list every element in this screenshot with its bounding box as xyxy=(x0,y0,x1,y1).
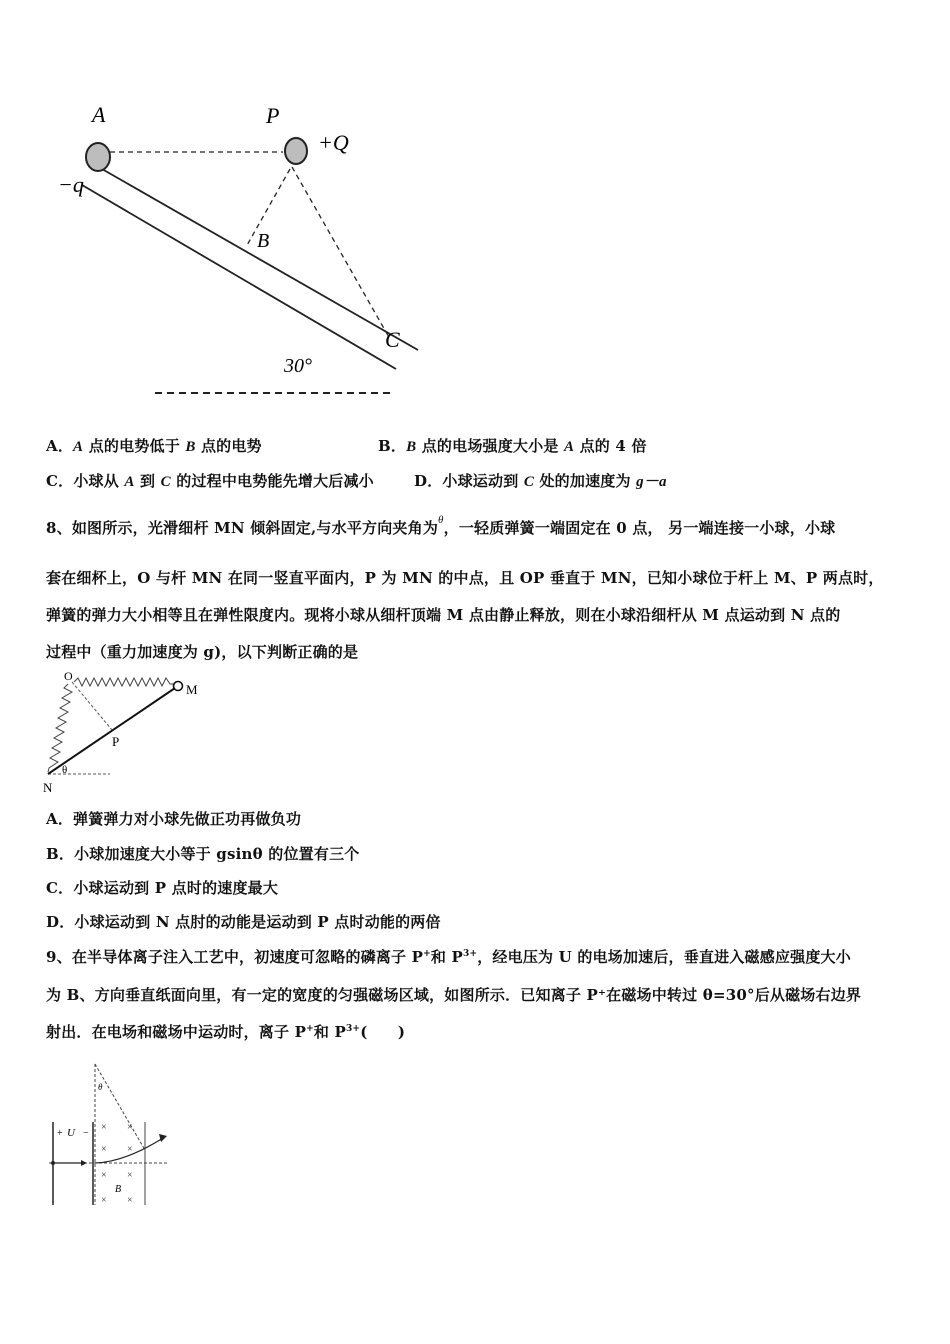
q7-option-c xyxy=(46,470,374,491)
q8-line-1 xyxy=(46,514,836,538)
q7-option-a-prefix: A． xyxy=(46,437,74,455)
q7-option-c-var1: A xyxy=(124,474,135,490)
q9-cross: × xyxy=(127,1195,133,1206)
q9-radius-line xyxy=(95,1064,145,1150)
q7-option-b-prefix: B． xyxy=(378,437,407,455)
q9-line-1c: ，经电压为 U 的电场加速后，垂直进入磁感应强度大小 xyxy=(477,948,851,966)
q9-label-plus: + xyxy=(57,1128,63,1139)
q9-label-u: U xyxy=(67,1127,75,1139)
q8-rod xyxy=(48,686,178,774)
q7-option-c-text2: 的过程中电势能先增大后减小 xyxy=(170,472,374,490)
q9-label-b: B xyxy=(115,1184,122,1195)
q9-sup-2: 3+ xyxy=(463,949,478,959)
q8-line-4: 过程中（重力加速度为 g)，以下判断正确的是 xyxy=(46,643,359,661)
pc-dashed-line xyxy=(292,167,390,339)
q7-option-b-var1: B xyxy=(406,439,417,455)
q7-option-a-var2: B xyxy=(185,439,196,455)
q8-spring-left xyxy=(48,684,72,772)
q9-sup-1: + xyxy=(423,949,431,959)
q8-label-m: M xyxy=(186,682,198,697)
label-c: C xyxy=(385,327,400,352)
label-angle: 30° xyxy=(284,355,312,377)
q9-cross: × xyxy=(127,1144,133,1155)
q7-option-d-prefix: D．小球运动到 xyxy=(414,472,524,490)
label-a: A xyxy=(92,102,106,127)
q9-line-2: 为 B、方向垂直纸面向里，有一定的宽度的匀强磁场区域，如图所示．已知离子 P⁺在磁场中转过 θ=30°后从磁场右边界 xyxy=(46,986,862,1004)
q8-line-1b: ，一轻质弹簧一端固定在 0 点， 另一端连接一小球，小球 xyxy=(443,519,836,537)
q8-ball-m xyxy=(174,682,183,691)
q9-cross: × xyxy=(101,1195,107,1206)
q8-option-c: C．小球运动到 P 点时的速度最大 xyxy=(46,879,279,897)
q7-option-b-text2: 点的 4 倍 xyxy=(574,437,647,455)
q8-line-2: 套在细杯上，O 与杆 MN 在同一竖直平面内，P 为 MN 的中点，且 OP 垂直于 MN，已知小球位于杆上 M、P 两点时， xyxy=(46,569,884,587)
q8-option-a: A．弹簧弹力对小球先做正功再做负功 xyxy=(46,810,302,828)
q7-option-c-var2: C xyxy=(160,474,171,490)
charge-p xyxy=(285,138,307,164)
q8-theta-symbol: θ xyxy=(438,514,444,526)
q9-cross: × xyxy=(127,1122,133,1133)
q7-option-b-var2: A xyxy=(563,439,575,455)
q8-label-n: N xyxy=(43,780,53,795)
q9-line-1 xyxy=(46,946,851,967)
q9-figure xyxy=(45,1060,180,1210)
q7-option-d xyxy=(414,470,667,491)
q7-option-a xyxy=(46,435,262,456)
q9-cross: × xyxy=(127,1170,133,1181)
q9-entry-arrowhead xyxy=(81,1160,87,1166)
q9-sup-4: 3+ xyxy=(345,1024,361,1034)
q7-option-d-var1: C xyxy=(523,474,535,490)
q7-option-a-var1: A xyxy=(73,439,84,455)
q9-cross: × xyxy=(101,1170,107,1181)
q8-spring-top xyxy=(74,678,174,686)
q9-line-1a: 9、在半导体离子注入工艺中，初速度可忽略的磷离子 P xyxy=(46,948,424,966)
q7-option-b xyxy=(378,435,647,456)
q7-option-c-text1: 到 xyxy=(134,472,161,490)
q8-label-theta: θ xyxy=(62,764,68,776)
q9-line-3b: 和 P xyxy=(313,1023,346,1041)
q7-option-b-text1: 点的电场强度大小是 xyxy=(416,437,564,455)
q8-option-b: B．小球加速度大小等于 gsinθ 的位置有三个 xyxy=(46,845,360,863)
q7-option-c-prefix: C．小球从 xyxy=(46,472,125,490)
q9-label-minus: − xyxy=(83,1128,89,1139)
q7-option-d-text1: 处的加速度为 xyxy=(534,472,637,490)
label-plus-q: +Q xyxy=(318,130,349,155)
label-p: P xyxy=(266,103,280,128)
q9-line-3a: 射出．在电场和磁场中运动时，离子 P xyxy=(46,1023,307,1041)
q9-line-1b: 和 P xyxy=(430,948,464,966)
q9-label-theta: θ xyxy=(98,1082,103,1092)
q9-exit-arrowhead xyxy=(159,1134,167,1142)
q7-option-a-text1: 点的电势低于 xyxy=(83,437,186,455)
q9-line-3 xyxy=(46,1021,405,1042)
q9-line-3c: ( ) xyxy=(360,1023,406,1041)
q7-option-a-text2: 点的电势 xyxy=(195,437,262,455)
q7-option-d-var2: g－a xyxy=(636,474,667,490)
q8-option-d: D．小球运动到 N 点肘的动能是运动到 P 点时动能的两倍 xyxy=(46,913,441,931)
q9-source-dot xyxy=(51,1161,55,1165)
q9-cross: × xyxy=(101,1144,107,1155)
q8-label-o: O xyxy=(64,669,73,683)
q9-sup-3: + xyxy=(306,1024,314,1034)
q8-op-dashed xyxy=(72,682,112,730)
q9-cross: × xyxy=(101,1122,107,1133)
q8-line-1a: 8、如图所示，光滑细杆 MN 倾斜固定,与水平方向夹角为 xyxy=(46,519,439,537)
label-b: B xyxy=(257,230,270,252)
ball-a xyxy=(86,143,110,171)
rod-lower-line xyxy=(82,185,396,369)
q8-line-3: 弹簧的弹力大小相等且在弹性限度内。现将小球从细杆顶端 M 点由静止释放，则在小球沿细杆从 M 点运动到 N 点的 xyxy=(46,606,841,624)
q8-label-p: P xyxy=(112,734,120,749)
rod-upper-line xyxy=(102,169,418,350)
q8-figure xyxy=(40,668,220,796)
label-minus-q: −q xyxy=(58,172,84,197)
q7-figure xyxy=(40,95,440,415)
